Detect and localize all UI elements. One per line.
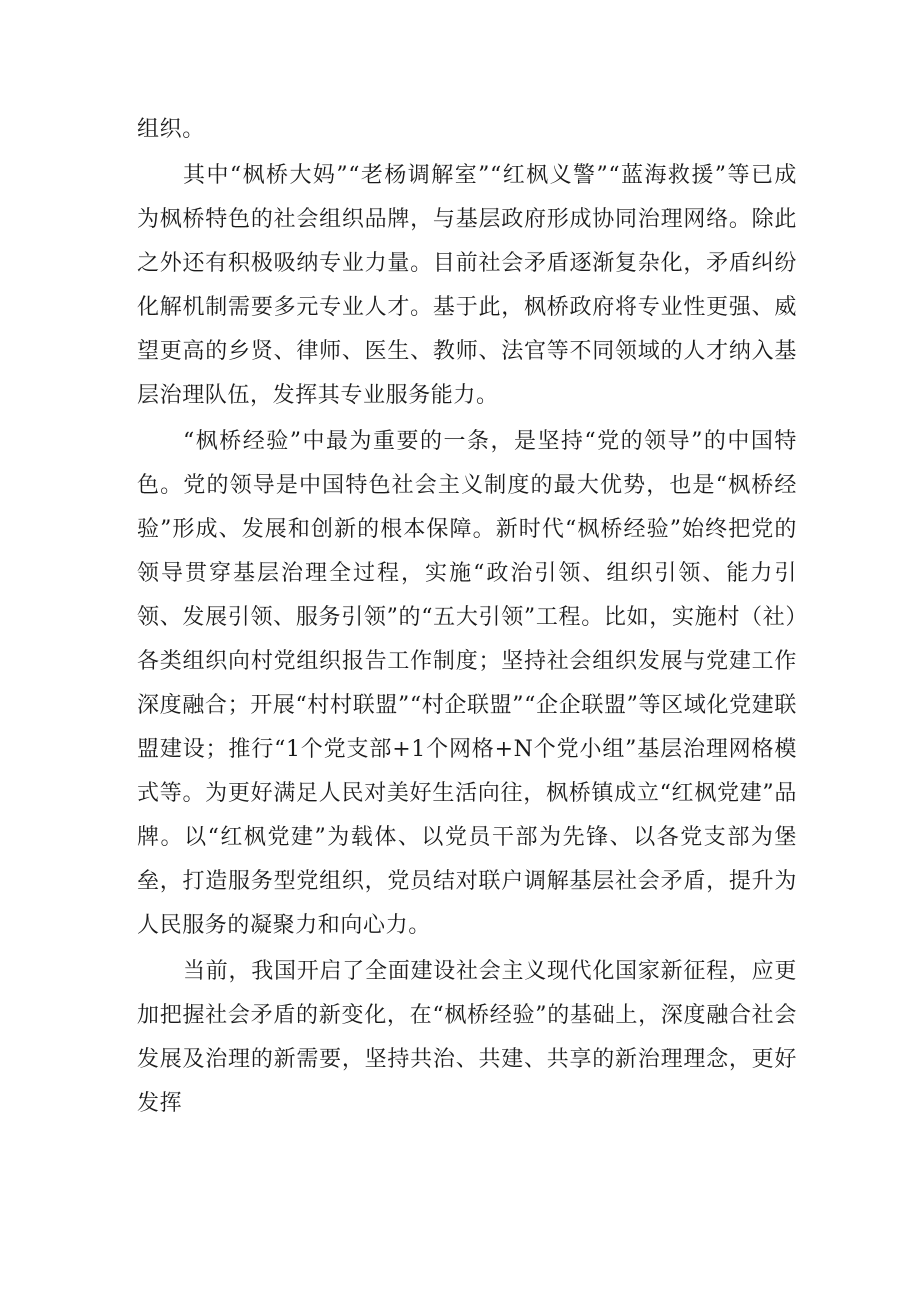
paragraph-continuation: 组织。 [137, 117, 205, 142]
paragraph-party-leadership: “枫桥经验”中最为重要的一条，是坚持“党的领导”的中国特色。党的领导是中国特色社会主义制度的最大优势，也是“枫桥经验”形成、发展和创新的根本保障。新时代“枫桥经验”始终把党的领导贯穿基层治理全过程，实施“政治引领、组织引领、能力引领、发展引领、服务引领”的“五大引领”工程。比如，实施村（社）各类组织向村党组织报告工作制度；坚持社会组织发展与党建工作深度融合；开展“村村联盟”“村企联盟”“企企联盟”等区域化党建联盟建设；推行“1个党支部+1个网格+N个党小组”基层治理网格模式等。为更好满足人民对美好生活向往，枫桥镇成立“红枫党建”品牌。以“红枫党建”为载体、以党员干部为先锋、以各党支部为堡垒，打造服务型党组织，党员结对联户调解基层社会矛盾，提升为人民服务的凝聚力和向心力。 [137, 429, 797, 938]
document-body [137, 108, 797, 1128]
paragraph-social-organizations: 其中“枫桥大妈”“老杨调解室”“红枫义警”“蓝海救援”等已成为枫桥特色的社会组织品牌，与基层政府形成协同治理网络。除此之外还有积极吸纳专业力量。目前社会矛盾逐渐复杂化，矛盾纠纷化解机制需要多元专业人才。基于此，枫桥政府将专业性更强、威望更高的乡贤、律师、医生、教师、法官等不同领域的人才纳入基层治理队伍，发挥其专业服务能力。 [137, 163, 797, 408]
paragraph-current-context: 当前，我国开启了全面建设社会主义现代化国家新征程，应更加把握社会矛盾的新变化，在“枫桥经验”的基础上，深度融合社会发展及治理的新需要，坚持共治、共建、共享的新治理理念，更好发挥 [137, 959, 797, 1116]
